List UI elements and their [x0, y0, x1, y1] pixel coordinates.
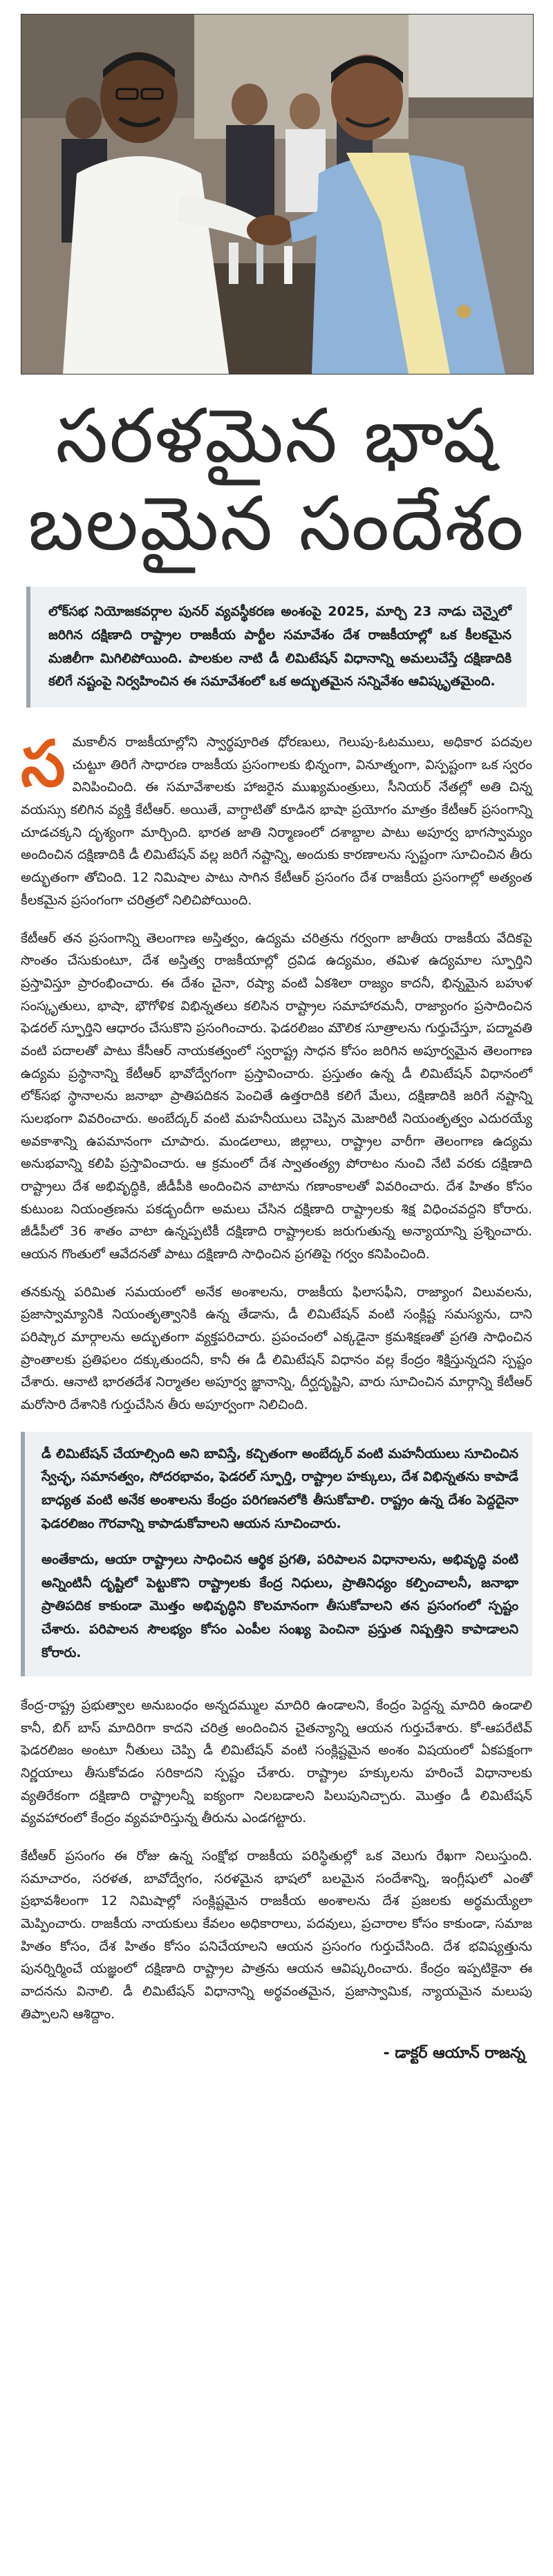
body-paragraph-1-text: మకాలీన రాజకీయాల్లోని స్వార్థపూరిత ధోరణులు, గెలుపు-ఓటములు, అధికార పదవుల చుట్టూ తిరిగే సాధారణ రాజకీయ ప్రసంగాలకు భిన్నంగా, వినూత్నంగా, విస్పష్టంగా ఒక స్వరం వినిపించింది. ఈ సమావేశాలకు హాజరైన ముఖ్యమంత్రులు, సీనియర్ నేతల్లో అతి చిన్న వయస్సు కలిగిన వ్యక్తి కేటీఆర్. అయితే, వాగ్ధాటితో కూడిన భాషా ప్రయోగం మాత్రం కేటీఆర్ ప్రసంగాన్ని చూడచక్కని దృశ్యంగా మార్చింది. భారత జాతి నిర్మాణంలో దశాబ్దాల పాటు అపూర్వ భాగస్వామ్యం అందించిన దక్షిణాదికి డీ లిమిటేషన్ వల్ల జరిగే నష్టాన్ని, అందుకు కారణాలను స్పష్టంగా సూచించిన తీరు అద్భుతంగా తోచింది. 12 నిమిషాల పాటు సాగిన కేటీఆర్ ప్రసంగం దేశ రాజకీయ ప్రసంగాల్లో అత్యంత కీలకమైన ప్రసంగంగా చరిత్రలో నిలిచిపోయింది.	[21, 735, 532, 908]
body-paragraph-2: కేటీఆర్ తన ప్రసంగాన్ని తెలంగాణ అస్తిత్వం, ఉద్యమ చరిత్రను గర్వంగా జాతీయ రాజకీయ వేదికపై సొంతం చేసుకుంటూ, దేశ అస్తిత్వ రాజకీయాల్లో ద్రవిడ ఉద్యమం, తమిళ ఉద్యమాల స్ఫూర్తిని ప్రస్తావిస్తూ ప్రారంభించారు. ఈ దేశం చైనా, రష్యా వంటి ఏకశిలా రాజ్యం కాదనీ, భిన్నమైన బహుళ సంస్కృతులు, భాషా, భౌగోళిక విభిన్నతలు కలిసిన రాష్ట్రాల సమాహారమనీ, రాజ్యాంగం ప్రసాదించిన ఫెడరల్ స్ఫూర్తిని ఆధారం చేసుకొని ప్రసంగించారు. ఫెడరలిజం మౌలిక సూత్రాలను గుర్తుచేస్తూ, పద్మావతి వంటి పదాలతో పాటు కేసీఆర్ నాయకత్వంలో స్వరాష్ట్ర సాధన కోసం జరిగిన అపూర్వమైన తెలంగాణ ఉద్యమ ప్రస్థానాన్ని కేటీఆర్ భావోద్వేగంగా ప్రస్తావించారు. ప్రస్తుతం ఉన్న డీ లిమిటేషన్ విధానంలో లోక్‌సభ స్థానాలను జనాభా ప్రాతిపదికన పెంచితే ఉత్తరాదికి కలిగే మేలు, దక్షిణాదికి జరిగే నష్టాన్ని సులభంగా వివరించారు. అంబేద్కర్ వంటి మహనీయులు చెప్పిన మెజారిటీ నియంతృత్వం ఎదురయ్యే అవకాశాన్ని ఉపమానంగా చూపారు. మండలాలు, జిల్లాలు, రాష్ట్రాల వారీగా తెలంగాణ ఉద్యమ అనుభవాన్ని కలిపి ప్రస్తావించారు. ఆ క్రమంలో దేశ స్వాతంత్య్ర పోరాటం నుంచి నేటి వరకు దక్షిణాది రాష్ట్రాలు దేశ అభివృద్ధికి, జీడీపీకి అందించిన వాటాను గణాంకాలతో వివరించారు. దేశ హితం కోసం కుటుంబ నియంత్రణను పకడ్బందీగా అమలు చేసిన దక్షిణాది రాష్ట్రాలకు శిక్ష విధించవద్దని కోరారు. జీడీపీలో 36 శాతం వాటా ఉన్నప్పటికీ దక్షిణాది రాష్ట్రాలకు జరుగుతున్న అన్యాయాన్ని ప్రశ్నించారు. ఆయన గొంతులో ఆవేదనతో పాటు దక్షిణాది సాధించిన ప్రగతిపై గర్వం కనిపించింది.	[21, 930, 532, 1262]
article-photo	[21, 14, 534, 375]
body-paragraph-1	[21, 726, 532, 911]
headline-line-1: సరళమైన భాష	[55, 393, 498, 480]
intro-box: లోక్‌సభ నియోజకవర్గాల పునర్ వ్యవస్థీకరణ అంశంపై 2025, మార్చి 23 నాడు చెన్నైలో జరిగిన దక్షిణాది రాష్ట్రాల రాజకీయ పార్టీల సమావేశం దేశ రాజకీయాల్లో ఒక కీలకమైన మజిలీగా మిగిలిపోయింది. పాలకుల నాటి డీ లిమిటేషన్ విధానాన్ని అమలుచేస్తే దక్షిణాదికి కలిగే నష్టంపై నిర్వహించిన ఈ సమావేశంలో ఒక అద్భుతమైన సన్నివేశం ఆవిష్కృతమైంది.	[26, 587, 527, 708]
article-headline	[21, 392, 532, 569]
highlight-paragraph-1: డీ లిమిటేషన్ చేయాల్సింది అని బావిస్తే, కచ్చితంగా అంబేద్కర్ వంటి మహనీయులు సూచించిన స్వేచ్ఛ, సమానత్వం, సోదరభావం, ఫెడరల్ స్ఫూర్తి, రాష్ట్రాల హక్కులు, దేశ విభిన్నతను కాపాడే బాధ్యత వంటి అనేక అంశాలను కేంద్రం పరిగణనలోకి తీసుకోవాలి. రాష్ట్రం ఉన్న దేశం పెద్దదైనా ఫెడరలిజం గౌరవాన్ని కాపాడుకోవాలని ఆయన సూచించారు.	[41, 1446, 518, 1532]
author-byline: - డాక్టర్ ఆయాన్ రాజన్న	[383, 2045, 525, 2063]
highlight-paragraph-2: అంతేకాదు, ఆయా రాష్ట్రాలు సాధించిన ఆర్థిక ప్రగతి, పరిపాలన విధానాలను, అభివృద్ధి వంటి అన్నింటినీ దృష్టిలో పెట్టుకొని రాష్ట్రాలకు కేంద్ర నిధులు, ప్రాతినిధ్యం కల్పించాలనీ, జనాభా ప్రాతిపదిక కాకుండా మొత్తం అభివృద్ధిని కొలమానంగా తీసుకోవాలని తన ప్రసంగంలో స్పష్టం చేశారు. పరిపాలన సౌలభ్యం కోసం ఎంపీల సంఖ్య పెంచినా ప్రస్తుత నిష్పత్తిని కాపాడాలని కోరారు.	[41, 1551, 518, 1661]
article-body	[21, 726, 532, 2067]
body-paragraph-3: తనకున్న పరిమిత సమయంలో అనేక అంశాలను, రాజకీయ ఫిలాసఫీని, రాజ్యాంగ విలువలను, ప్రజాస్వామ్యానికి నియంతృత్వానికి ఉన్న తేడాను, డీ లిమిటేషన్ వంటి సంక్లిష్ట సమస్యను, దాని పరిష్కార మార్గాలను అద్భుతంగా వ్యక్తపరిచారు. ప్రపంచంలో ఎక్కడైనా క్రమశిక్షణతో ప్రగతి సాధించిన ప్రాంతాలకు ప్రతిఫలం దక్కుతుందనీ, కానీ ఈ డీ లిమిటేషన్ విధానం వల్ల కేంద్రం శిక్షిస్తున్నదని స్పష్టం చేశారు. ఆనాటి భారతదేశ నిర్మాతల అపూర్వ జ్ఞానాన్ని, దీర్ఘదృష్టిని, వారు సూచించిన మార్గాన్ని కేటీఆర్ మరోసారి దేశానికి గుర్తుచేసిన తీరు అపూర్వంగా నిలిచింది.	[21, 1284, 532, 1412]
dropcap-letter: స	[21, 726, 66, 802]
headline-line-2: బలమైన సందేశం	[28, 481, 525, 568]
handshake-photo-illustration	[21, 15, 533, 374]
highlight-box	[21, 1432, 532, 1676]
body-paragraph-4: కేంద్ర-రాష్ట్ర ప్రభుత్వాల అనుబంధం అన్నదమ్ముల మాదిరి ఉండాలని, కేంద్రం పెద్దన్న మాదిరి ఉండాలి కానీ, బిగ్ బాస్ మాదిరిగా కాదని చరిత్ర అందించిన చైతన్యాన్ని ఆయన గుర్తుచేశారు. కో-ఆపరేటివ్ ఫెడరలిజం అంటూ నీతులు చెప్పి డీ లిమిటేషన్ వంటి సంక్లిష్టమైన అంశం విషయంలో ఏకపక్షంగా నిర్ణయాలు తీసుకోవడం సరికాదని స్పష్టం చేశారు. రాష్ట్రాల హక్కులను హరించే విధానాలకు వ్యతిరేకంగా దక్షిణాది రాష్ట్రాలన్నీ ఐక్యంగా నిలబడాలని పిలుపునిచ్చారు. మొత్తం డీ లిమిటేషన్ వ్యవహారంలో కేంద్రం వ్యవహరిస్తున్న తీరును ఎండగట్టారు.	[21, 1697, 532, 1826]
body-paragraph-5: కేటీఆర్ ప్రసంగం ఈ రోజు ఉన్న సంక్షోభ రాజకీయ పరిస్థితుల్లో ఒక వెలుగు రేఖగా నిలుస్తుంది. సమాచారం, సరళత, బావోద్వేగం, సరళమైన భాషలో బలమైన సందేశాన్ని, ఇంగ్లీషులో ఎంతో ప్రభావశీలంగా 12 నిమిషాల్లో సంక్లిష్టమైన రాజకీయ అంశాలను దేశ ప్రజలకు అర్థమయ్యేలా మెప్పించారు. రాజకీయ నాయకులు కేవలం అధికారాలు, పదవులు, ప్రచారాల కోసం కాకుండా, సమాజ హితం కోసం, దేశ హితం కోసం పనిచేయాలని ఆయన ప్రసంగం గుర్తుచేసింది. దేశ భవిష్యత్తును పునర్నిర్మించే యజ్ఞంలో దక్షిణాది రాష్ట్రాల పాత్రను ఆయన ఆవిష్కరించారు. కేంద్రం ఇప్పటికైనా ఈ వాదనను వినాలి. డీ లిమిటేషన్ విధానాన్ని అర్థవంతమైన, ప్రజాస్వామిక, న్యాయమైన మలుపు తిప్పాలని ఆశిద్దాం.	[21, 1848, 532, 2022]
